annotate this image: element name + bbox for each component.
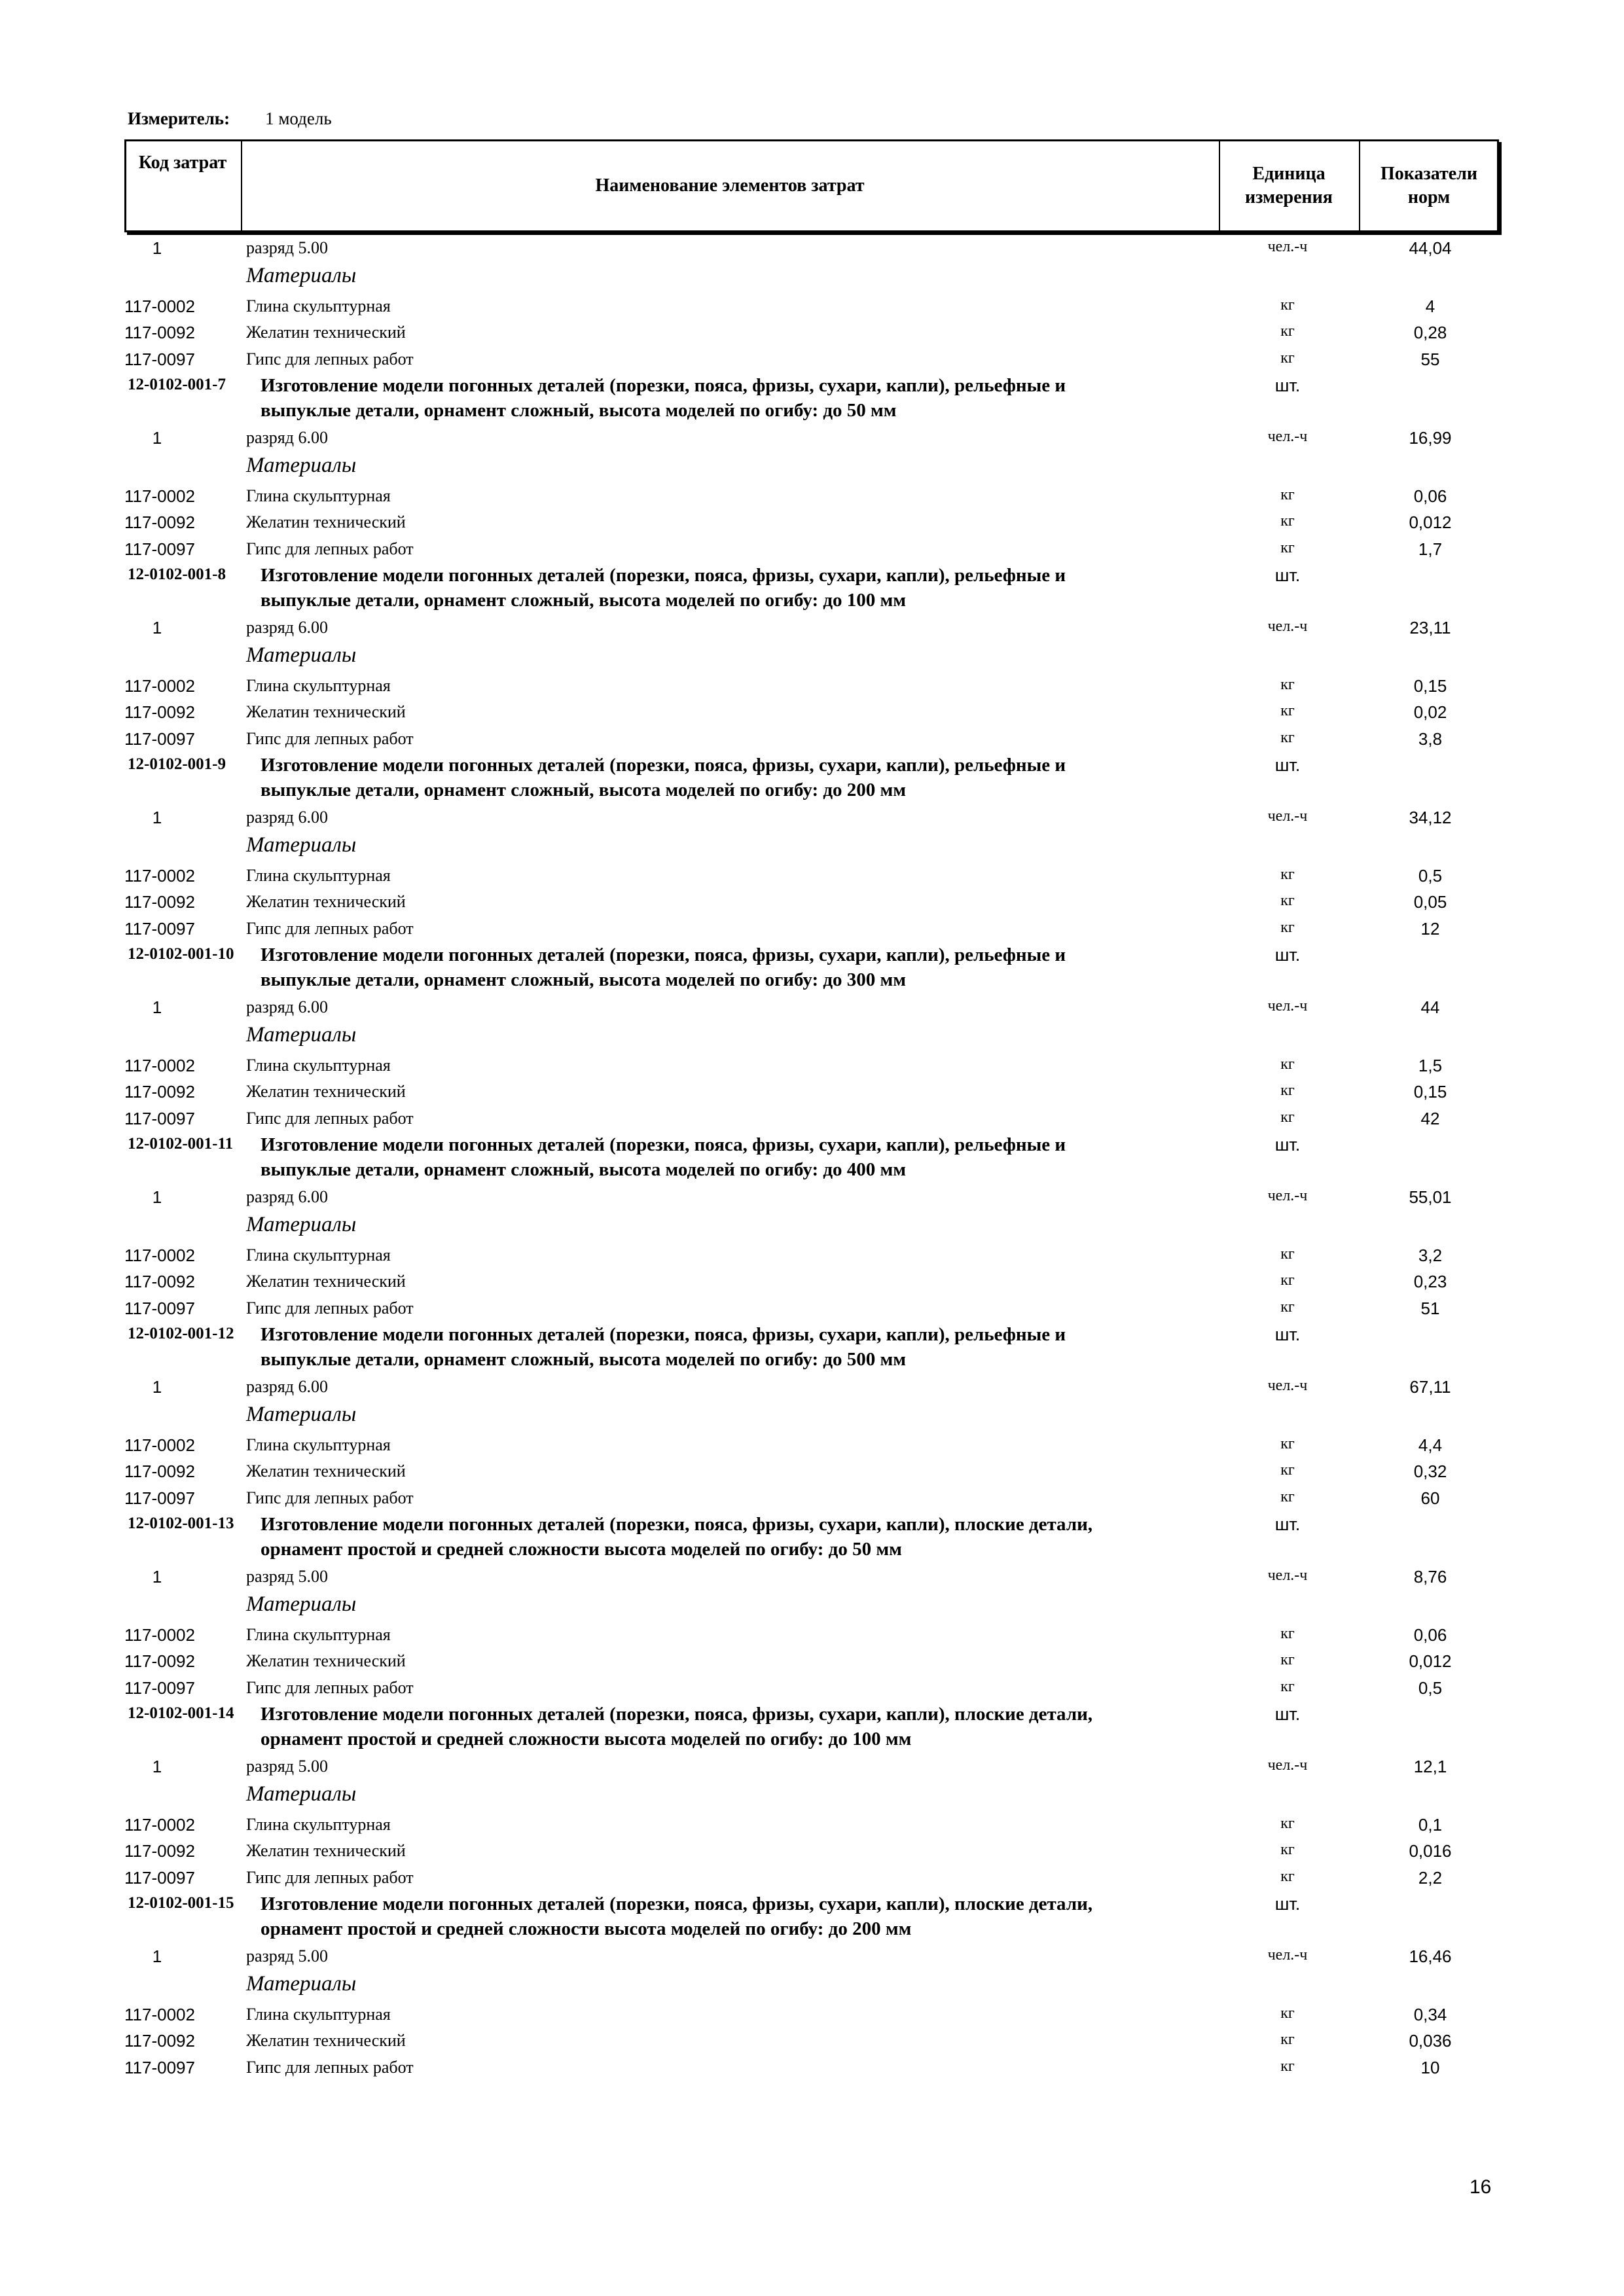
cost-code: 117-0097 [124, 918, 195, 939]
unit: шт. [1274, 376, 1301, 395]
cost-code: 117-0002 [124, 865, 195, 886]
table-row [0, 1812, 1624, 1839]
section-title-line1: Изготовление модели погонных деталей (порезки, пояса, фризы, сухари, капли), плоские детали, [261, 1893, 1093, 1914]
table-row [0, 1106, 1624, 1133]
cost-code: 117-0092 [124, 702, 195, 722]
table-row [0, 1243, 1624, 1270]
element-name: разряд 5.00 [246, 1567, 328, 1586]
table-header [124, 139, 1499, 232]
element-name: Желатин технический [246, 1082, 406, 1101]
page-number: 16 [1470, 2176, 1492, 2198]
unit: кг [1280, 1841, 1295, 1858]
unit: кг [1280, 349, 1295, 367]
section-code: 12-0102-001-7 [128, 376, 226, 393]
unit: кг [1280, 2057, 1295, 2075]
element-name: Глина скульптурная [246, 296, 391, 315]
norm-value: 0,012 [1409, 1651, 1452, 1671]
section-title-line1: Изготовление модели погонных деталей (порезки, пояса, фризы, сухари, капли), плоские детали, [261, 1704, 1093, 1725]
norm-value: 1,7 [1418, 539, 1443, 559]
cost-code: 117-0097 [124, 1867, 195, 1888]
element-name: Желатин технический [246, 1651, 406, 1670]
cost-code: 117-0092 [124, 2031, 195, 2051]
unit: кг [1280, 702, 1295, 719]
section-title-line2: выпуклые детали, орнамент сложный, высота моделей по огибу: до 200 мм [261, 780, 907, 800]
norm-value: 0,06 [1413, 1624, 1447, 1645]
materials-heading: Материалы [246, 263, 357, 287]
section-row [0, 942, 1624, 995]
table-row [0, 1839, 1624, 1865]
cost-code: 117-0002 [124, 1814, 195, 1835]
element-name: Глина скульптурная [246, 1245, 391, 1265]
table-row [0, 1865, 1624, 1892]
section-title [261, 1512, 1190, 1562]
cost-code: 117-0097 [124, 1298, 195, 1318]
unit: чел.-ч [1267, 1757, 1308, 1774]
table-row [0, 700, 1624, 726]
section-title-line1: Изготовление модели погонных деталей (порезки, пояса, фризы, сухари, капли), рельефные и [261, 944, 1066, 965]
norm-value: 2,2 [1418, 1867, 1443, 1888]
norm-value: 51 [1420, 1298, 1440, 1318]
section-title-line2: выпуклые детали, орнамент сложный, высота моделей по огибу: до 500 мм [261, 1349, 907, 1370]
section-code: 12-0102-001-11 [128, 1135, 234, 1153]
unit: шт. [1274, 755, 1301, 775]
unit: шт. [1274, 1704, 1301, 1724]
materials-row [0, 1971, 1624, 2002]
materials-heading: Материалы [246, 833, 357, 857]
header-unit-line2: измерения [1245, 187, 1333, 207]
section-title-line1: Изготовление модели погонных деталей (порезки, пояса, фризы, сухари, капли), рельефные и [261, 565, 1066, 586]
cost-code: 117-0002 [124, 486, 195, 506]
cost-code: 1 [152, 808, 162, 827]
element-name: Глина скульптурная [246, 865, 391, 885]
unit: кг [1280, 539, 1295, 556]
norm-value: 3,2 [1418, 1245, 1443, 1265]
header-name: Наименование элементов затрат [595, 175, 865, 196]
section-title-line1: Изготовление модели погонных деталей (порезки, пояса, фризы, сухари, капли), рельефные и [261, 755, 1066, 776]
section-title-line2: выпуклые детали, орнамент сложный, высота моделей по огибу: до 300 мм [261, 969, 907, 990]
cost-code: 1 [152, 1567, 162, 1587]
meter-value: 1 модель [265, 109, 332, 128]
element-name: Гипс для лепных работ [246, 1298, 414, 1318]
materials-heading: Материалы [246, 643, 357, 667]
section-title-line1: Изготовление модели погонных деталей (порезки, пояса, фризы, сухари, капли), рельефные и [261, 1134, 1066, 1155]
norm-value: 0,5 [1418, 865, 1443, 886]
element-name: разряд 6.00 [246, 997, 328, 1016]
element-name: Гипс для лепных работ [246, 539, 414, 558]
unit: чел.-ч [1267, 618, 1308, 635]
cost-code: 117-0092 [124, 512, 195, 532]
unit: кг [1280, 486, 1295, 503]
unit: кг [1280, 1055, 1295, 1073]
unit: кг [1280, 1814, 1295, 1832]
table-row [0, 726, 1624, 753]
unit: кг [1280, 865, 1295, 883]
table-row [0, 2055, 1624, 2082]
header-unit-line1: Единица [1252, 163, 1326, 184]
cost-code: 117-0097 [124, 1108, 195, 1128]
norm-value: 8,76 [1413, 1567, 1447, 1587]
element-name: Гипс для лепных работ [246, 349, 414, 368]
table-row [0, 294, 1624, 321]
cost-code: 117-0092 [124, 323, 195, 342]
table-row [0, 1944, 1624, 1971]
section-title-line1: Изготовление модели погонных деталей (порезки, пояса, фризы, сухари, капли), рельефные и [261, 1324, 1066, 1345]
cost-code: 117-0002 [124, 1055, 195, 1075]
norm-value: 0,1 [1418, 1814, 1443, 1835]
norm-value: 0,012 [1409, 512, 1452, 532]
norm-value: 0,15 [1413, 1082, 1447, 1102]
cost-code: 117-0002 [124, 1435, 195, 1455]
cost-code: 1 [152, 428, 162, 448]
cost-code: 1 [152, 1377, 162, 1397]
section-code: 12-0102-001-10 [128, 945, 234, 963]
table-row [0, 1053, 1624, 1080]
element-name: разряд 6.00 [246, 1377, 328, 1396]
norm-value: 34,12 [1409, 808, 1452, 827]
section-row [0, 1322, 1624, 1374]
element-name: Желатин технический [246, 892, 406, 911]
unit: чел.-ч [1267, 428, 1308, 445]
materials-row [0, 262, 1624, 294]
table-row [0, 1296, 1624, 1323]
element-name: Гипс для лепных работ [246, 1488, 414, 1507]
header-unit [1219, 139, 1359, 232]
section-row [0, 1892, 1624, 1944]
norm-value: 55,01 [1409, 1187, 1452, 1207]
unit: чел.-ч [1267, 1377, 1308, 1394]
meter-line [128, 109, 332, 129]
section-row [0, 373, 1624, 425]
section-title-line1: Изготовление модели погонных деталей (порезки, пояса, фризы, сухари, капли), рельефные и [261, 375, 1066, 396]
norm-value: 4 [1425, 296, 1435, 316]
section-title [261, 1322, 1190, 1372]
element-name: Желатин технический [246, 1272, 406, 1291]
element-name: Желатин технический [246, 323, 406, 342]
norm-value: 0,5 [1418, 1677, 1443, 1698]
unit: кг [1280, 1298, 1295, 1316]
unit: чел.-ч [1267, 1187, 1308, 1204]
element-name: Глина скульптурная [246, 1055, 391, 1075]
unit: кг [1280, 1651, 1295, 1668]
cost-code: 1 [152, 1187, 162, 1207]
cost-code: 117-0002 [124, 1245, 195, 1265]
header-norm-line2: норм [1407, 187, 1451, 207]
norm-value: 0,06 [1413, 486, 1447, 506]
element-name: Желатин технический [246, 1841, 406, 1860]
unit: шт. [1274, 945, 1301, 965]
header-norm-line1: Показатели [1380, 163, 1478, 184]
unit: кг [1280, 675, 1295, 693]
cost-code: 117-0092 [124, 1272, 195, 1291]
materials-row [0, 642, 1624, 673]
norm-value: 3,8 [1418, 728, 1443, 749]
table-row [0, 1676, 1624, 1702]
norm-value: 0,15 [1413, 675, 1447, 696]
materials-heading: Материалы [246, 1402, 357, 1426]
cost-code: 1 [152, 1757, 162, 1776]
materials-row [0, 1022, 1624, 1053]
unit: кг [1280, 918, 1295, 936]
norm-value: 67,11 [1409, 1377, 1451, 1397]
element-name: разряд 6.00 [246, 808, 328, 827]
table-row [0, 1623, 1624, 1649]
materials-row [0, 452, 1624, 484]
section-code: 12-0102-001-12 [128, 1325, 234, 1342]
unit: кг [1280, 1082, 1295, 1099]
cost-code: 117-0097 [124, 539, 195, 559]
table-row [0, 2028, 1624, 2055]
norm-value: 0,32 [1413, 1462, 1447, 1481]
materials-heading: Материалы [246, 1022, 357, 1047]
section-title [261, 563, 1190, 613]
norm-value: 12,1 [1413, 1757, 1447, 1776]
unit: кг [1280, 1245, 1295, 1263]
norm-value: 0,23 [1413, 1272, 1447, 1291]
unit: чел.-ч [1267, 997, 1308, 1014]
section-code: 12-0102-001-13 [128, 1515, 234, 1532]
unit: шт. [1274, 1135, 1301, 1155]
section-code: 12-0102-001-14 [128, 1704, 234, 1722]
section-title [261, 942, 1190, 992]
unit: чел.-ч [1267, 1946, 1308, 1964]
element-name: Гипс для лепных работ [246, 1677, 414, 1697]
unit: кг [1280, 296, 1295, 314]
unit: шт. [1274, 1325, 1301, 1344]
element-name: Желатин технический [246, 1462, 406, 1480]
element-name: Глина скульптурная [246, 1435, 391, 1454]
materials-row [0, 1211, 1624, 1243]
table-row [0, 995, 1624, 1022]
element-name: разряд 5.00 [246, 1757, 328, 1776]
cost-code: 1 [152, 997, 162, 1017]
section-title-line1: Изготовление модели погонных деталей (порезки, пояса, фризы, сухари, капли), плоские детали, [261, 1514, 1093, 1535]
unit: чел.-ч [1267, 1567, 1308, 1584]
unit: шт. [1274, 1515, 1301, 1534]
section-title-line2: выпуклые детали, орнамент сложный, высота моделей по огибу: до 400 мм [261, 1159, 907, 1180]
norm-value: 0,34 [1413, 2004, 1447, 2024]
element-name: Желатин технический [246, 512, 406, 531]
table-row [0, 425, 1624, 452]
unit: кг [1280, 1435, 1295, 1452]
element-name: Желатин технический [246, 2031, 406, 2050]
section-title [261, 1702, 1190, 1751]
element-name: разряд 6.00 [246, 618, 328, 637]
materials-heading: Материалы [246, 1592, 357, 1616]
unit: кг [1280, 728, 1295, 746]
unit: кг [1280, 2031, 1295, 2048]
table-row [0, 1459, 1624, 1486]
element-name: Глина скульптурная [246, 675, 391, 695]
norm-value: 0,016 [1409, 1841, 1452, 1861]
materials-row [0, 832, 1624, 863]
table-row [0, 2002, 1624, 2029]
cost-code: 117-0097 [124, 1677, 195, 1698]
table-row [0, 236, 1624, 262]
materials-row [0, 1591, 1624, 1623]
header-code: Код затрат [138, 152, 227, 173]
norm-value: 12 [1420, 918, 1440, 939]
cost-code: 117-0092 [124, 1462, 195, 1481]
cost-code: 117-0002 [124, 2004, 195, 2024]
norm-value: 55 [1420, 349, 1440, 369]
cost-code: 117-0092 [124, 1651, 195, 1671]
table-row [0, 615, 1624, 642]
section-row [0, 563, 1624, 615]
materials-heading: Материалы [246, 453, 357, 477]
section-code: 12-0102-001-9 [128, 755, 226, 773]
materials-row [0, 1781, 1624, 1812]
section-row [0, 1132, 1624, 1185]
unit: шт. [1274, 565, 1301, 585]
table-row [0, 805, 1624, 832]
norm-value: 44 [1420, 997, 1440, 1017]
element-name: Гипс для лепных работ [246, 1867, 414, 1887]
unit: кг [1280, 323, 1295, 340]
section-title [261, 373, 1190, 423]
table-row [0, 320, 1624, 347]
table-row [0, 673, 1624, 700]
materials-heading: Материалы [246, 1782, 357, 1806]
table-row [0, 510, 1624, 537]
table-row [0, 537, 1624, 564]
element-name: Гипс для лепных работ [246, 918, 414, 938]
table-row [0, 1486, 1624, 1513]
section-row [0, 753, 1624, 805]
section-title [261, 1892, 1190, 1941]
element-name: Гипс для лепных работ [246, 2057, 414, 2077]
table-row [0, 1079, 1624, 1106]
norm-value: 60 [1420, 1488, 1440, 1508]
norm-value: 16,46 [1409, 1946, 1452, 1966]
materials-heading: Материалы [246, 1971, 357, 1996]
cost-code: 117-0092 [124, 1082, 195, 1102]
table-row [0, 1649, 1624, 1676]
cost-code: 1 [152, 618, 162, 637]
unit: кг [1280, 512, 1295, 529]
section-title-line2: орнамент простой и средней сложности высота моделей по огибу: до 200 мм [261, 1918, 912, 1939]
element-name: Желатин технический [246, 702, 406, 721]
unit: кг [1280, 1272, 1295, 1289]
cost-code: 117-0097 [124, 1488, 195, 1508]
table-row [0, 889, 1624, 916]
unit: кг [1280, 1108, 1295, 1126]
section-title-line2: орнамент простой и средней сложности высота моделей по огибу: до 100 мм [261, 1729, 912, 1749]
section-code: 12-0102-001-15 [128, 1894, 234, 1912]
meter-label: Измеритель: [128, 109, 230, 128]
norm-value: 1,5 [1418, 1055, 1443, 1075]
materials-heading: Материалы [246, 1212, 357, 1236]
norm-value: 16,99 [1409, 428, 1452, 448]
element-name: разряд 5.00 [246, 1946, 328, 1965]
section-row [0, 1512, 1624, 1564]
norm-value: 10 [1420, 2057, 1440, 2077]
unit: кг [1280, 892, 1295, 909]
unit: кг [1280, 2004, 1295, 2022]
norm-value: 0,28 [1413, 323, 1447, 342]
table-row [0, 347, 1624, 374]
norm-value: 0,05 [1413, 892, 1447, 912]
unit: шт. [1274, 1894, 1301, 1914]
table-row [0, 1433, 1624, 1460]
unit: кг [1280, 1677, 1295, 1695]
section-title [261, 753, 1190, 802]
section-title [261, 1132, 1190, 1182]
table-row [0, 1185, 1624, 1211]
norm-value: 4,4 [1418, 1435, 1443, 1455]
element-name: Глина скульптурная [246, 1814, 391, 1834]
element-name: разряд 6.00 [246, 1187, 328, 1206]
norm-value: 44,04 [1409, 238, 1452, 258]
table-row [0, 1269, 1624, 1296]
table-row [0, 863, 1624, 890]
section-code: 12-0102-001-8 [128, 565, 226, 583]
header-norm [1359, 139, 1499, 232]
cost-code: 117-0002 [124, 675, 195, 696]
unit: кг [1280, 1624, 1295, 1642]
cost-code: 117-0092 [124, 1841, 195, 1861]
table-row [0, 916, 1624, 943]
unit: кг [1280, 1867, 1295, 1885]
element-name: Гипс для лепных работ [246, 1108, 414, 1128]
section-title-line2: выпуклые детали, орнамент сложный, высота моделей по огибу: до 100 мм [261, 590, 907, 611]
cost-code: 117-0002 [124, 296, 195, 316]
table-row [0, 1374, 1624, 1401]
cost-code: 1 [152, 238, 162, 258]
table-row [0, 484, 1624, 511]
norm-value: 0,036 [1409, 2031, 1452, 2051]
unit: чел.-ч [1267, 808, 1308, 825]
norm-value: 23,11 [1409, 618, 1451, 637]
cost-code: 1 [152, 1946, 162, 1966]
unit: чел.-ч [1267, 238, 1308, 255]
norm-value: 42 [1420, 1108, 1440, 1128]
table-row [0, 1754, 1624, 1781]
norm-value: 0,02 [1413, 702, 1447, 722]
cost-code: 117-0097 [124, 2057, 195, 2077]
cost-code: 117-0097 [124, 728, 195, 749]
cost-code: 117-0092 [124, 892, 195, 912]
unit: кг [1280, 1462, 1295, 1479]
materials-row [0, 1401, 1624, 1433]
element-name: Глина скульптурная [246, 1624, 391, 1644]
element-name: Глина скульптурная [246, 486, 391, 505]
cost-code: 117-0002 [124, 1624, 195, 1645]
element-name: разряд 5.00 [246, 238, 328, 257]
element-name: Глина скульптурная [246, 2004, 391, 2024]
section-title-line2: орнамент простой и средней сложности высота моделей по огибу: до 50 мм [261, 1539, 902, 1560]
unit: кг [1280, 1488, 1295, 1505]
element-name: Гипс для лепных работ [246, 728, 414, 748]
cost-code: 117-0097 [124, 349, 195, 369]
section-row [0, 1702, 1624, 1754]
element-name: разряд 6.00 [246, 428, 328, 447]
table-row [0, 1564, 1624, 1591]
section-title-line2: выпуклые детали, орнамент сложный, высота моделей по огибу: до 50 мм [261, 400, 897, 421]
